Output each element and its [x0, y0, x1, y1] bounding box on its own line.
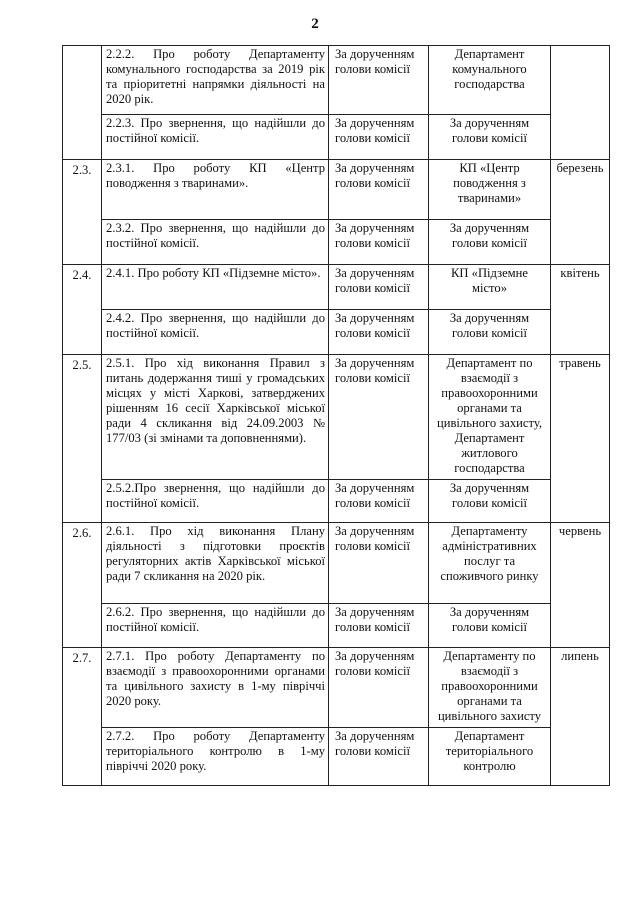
- responsible-cell: КП «Центр поводження з тваринами»: [429, 160, 551, 220]
- responsible-cell: Департамент комунального господарства: [429, 46, 551, 115]
- table-row: [63, 728, 610, 786]
- term-cell: [551, 480, 610, 523]
- row-number: [63, 46, 102, 115]
- row-number: 2.3.: [63, 160, 102, 220]
- responsible-cell: Департамент по взаємодії з правоохоронними органами та цивільного захисту, Департамент житлового господарства: [429, 355, 551, 480]
- term-cell: липень: [551, 648, 610, 728]
- responsible-cell: За дорученням голови комісії: [429, 480, 551, 523]
- task-cell: 2.7.2. Про роботу Департаменту територіального контролю в 1-му півріччі 2020 року.: [102, 728, 329, 786]
- table-row: [63, 648, 610, 728]
- basis-cell: За дорученням голови комісії: [329, 523, 429, 604]
- table-row: [63, 523, 610, 604]
- table-row: [63, 115, 610, 160]
- basis-cell: За дорученням голови комісії: [329, 265, 429, 310]
- task-cell: 2.3.2. Про звернення, що надійшли до постійної комісії.: [102, 220, 329, 265]
- task-cell: 2.4.2. Про звернення, що надійшли до постійної комісії.: [102, 310, 329, 355]
- work-plan-table: [62, 45, 610, 786]
- basis-cell: За дорученням голови комісії: [329, 160, 429, 220]
- row-number: [63, 310, 102, 355]
- table-row: [63, 220, 610, 265]
- term-cell: [551, 46, 610, 115]
- term-cell: [551, 604, 610, 648]
- responsible-cell: За дорученням голови комісії: [429, 604, 551, 648]
- row-number: [63, 220, 102, 265]
- row-number: 2.5.: [63, 355, 102, 480]
- task-cell: 2.6.1. Про хід виконання Плану діяльності з підготовки проєктів регуляторних актів Харківської міської ради 7 скликання на 2020 рік.: [102, 523, 329, 604]
- row-number: 2.4.: [63, 265, 102, 310]
- table-row: [63, 604, 610, 648]
- responsible-cell: Департамент територіального контролю: [429, 728, 551, 786]
- basis-cell: За дорученням голови комісії: [329, 46, 429, 115]
- task-cell: 2.5.1. Про хід виконання Правил з питань додержання тиші у громадських місцях у місті Харкові, затверджених рішенням 16 сесії Харківської міської ради 4 скликання від 24.09.2003 № 177/03 (зі змінами та доповненнями).: [102, 355, 329, 480]
- row-number: [63, 480, 102, 523]
- task-cell: 2.6.2. Про звернення, що надійшли до постійної комісії.: [102, 604, 329, 648]
- row-number: 2.6.: [63, 523, 102, 604]
- row-number: 2.7.: [63, 648, 102, 728]
- responsible-cell: За дорученням голови комісії: [429, 115, 551, 160]
- term-cell: [551, 115, 610, 160]
- table-row: [63, 160, 610, 220]
- basis-cell: За дорученням голови комісії: [329, 648, 429, 728]
- row-number: [63, 604, 102, 648]
- term-cell: [551, 310, 610, 355]
- term-cell: [551, 220, 610, 265]
- table-row: [63, 480, 610, 523]
- basis-cell: За дорученням голови комісії: [329, 220, 429, 265]
- task-cell: 2.2.2. Про роботу Департаменту комунального господарства за 2019 рік та пріоритетні напрямки діяльності на 2020 рік.: [102, 46, 329, 115]
- page-number: 2: [311, 16, 319, 32]
- basis-cell: За дорученням голови комісії: [329, 604, 429, 648]
- basis-cell: За дорученням голови комісії: [329, 728, 429, 786]
- row-number: [63, 728, 102, 786]
- term-cell: травень: [551, 355, 610, 480]
- task-cell: 2.7.1. Про роботу Департаменту по взаємодії з правоохоронними органами та цивільного захисту в 1-му півріччі 2020 року.: [102, 648, 329, 728]
- basis-cell: За дорученням голови комісії: [329, 480, 429, 523]
- task-cell: 2.2.3. Про звернення, що надійшли до постійної комісії.: [102, 115, 329, 160]
- table-row: [63, 265, 610, 310]
- basis-cell: За дорученням голови комісії: [329, 310, 429, 355]
- responsible-cell: Департаменту адміністративних послуг та споживчого ринку: [429, 523, 551, 604]
- term-cell: березень: [551, 160, 610, 220]
- table-row: [63, 310, 610, 355]
- basis-cell: За дорученням голови комісії: [329, 355, 429, 480]
- basis-cell: За дорученням голови комісії: [329, 115, 429, 160]
- responsible-cell: Департаменту по взаємодії з правоохоронними органами та цивільного захисту: [429, 648, 551, 728]
- responsible-cell: КП «Підземне місто»: [429, 265, 551, 310]
- table-row: [63, 355, 610, 480]
- responsible-cell: За дорученням голови комісії: [429, 220, 551, 265]
- task-cell: 2.5.2.Про звернення, що надійшли до постійної комісії.: [102, 480, 329, 523]
- row-number: [63, 115, 102, 160]
- term-cell: квітень: [551, 265, 610, 310]
- table-row: [63, 46, 610, 115]
- responsible-cell: За дорученням голови комісії: [429, 310, 551, 355]
- term-cell: червень: [551, 523, 610, 604]
- task-cell: 2.3.1. Про роботу КП «Центр поводження з тваринами».: [102, 160, 329, 220]
- term-cell: [551, 728, 610, 786]
- task-cell: 2.4.1. Про роботу КП «Підземне місто».: [102, 265, 329, 310]
